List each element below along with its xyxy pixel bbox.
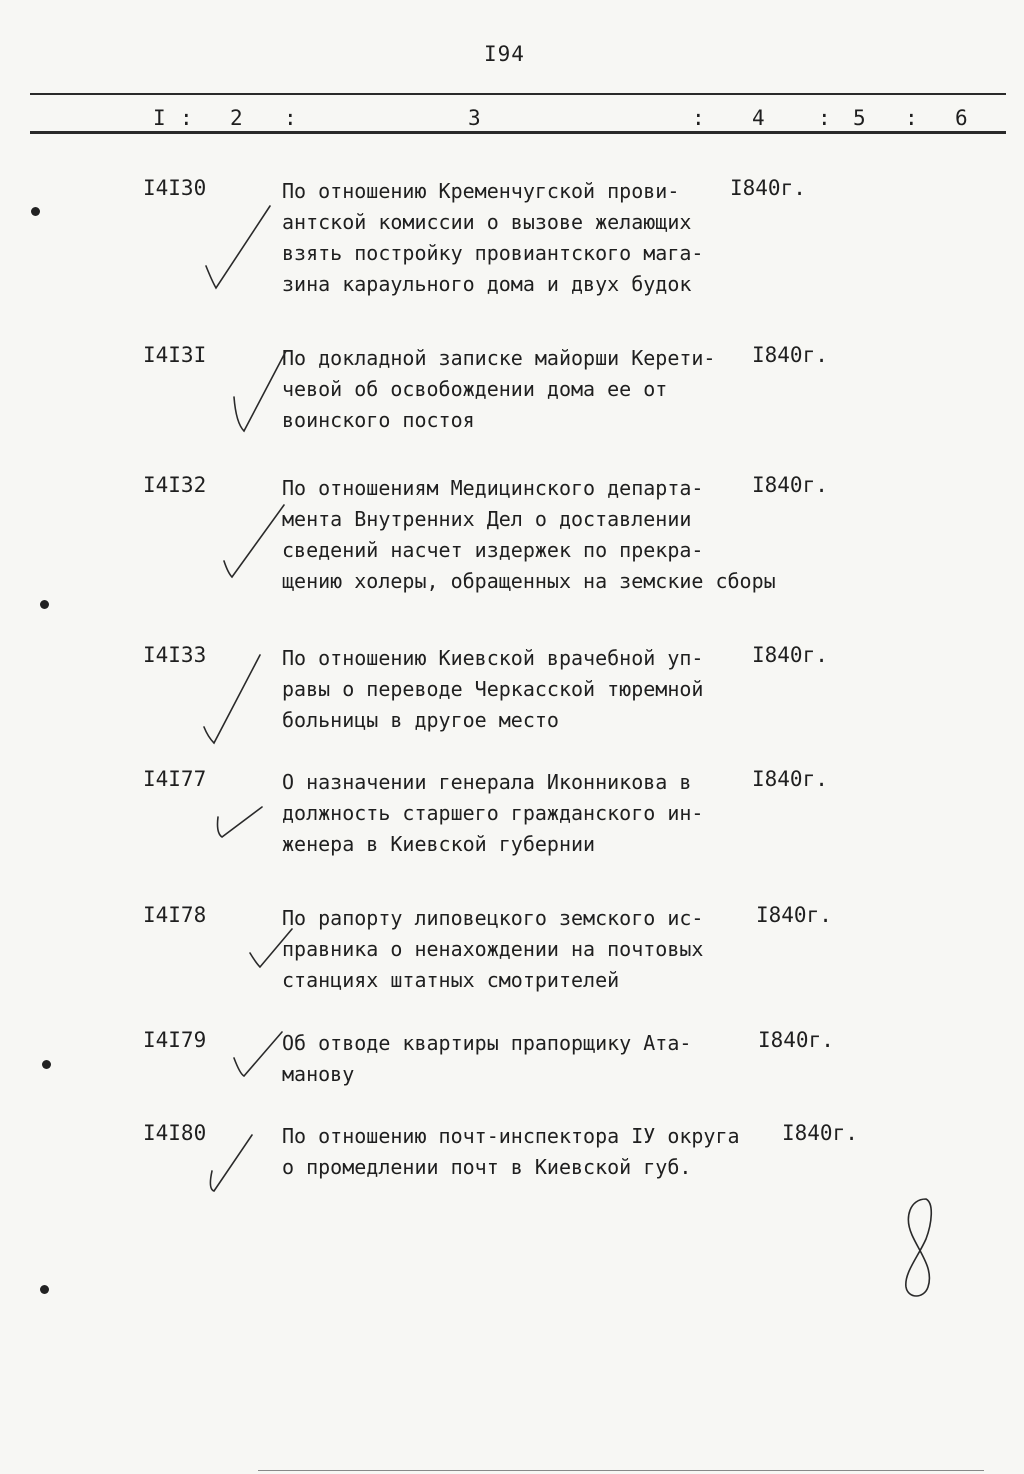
column-separator: : [905, 106, 918, 130]
description-line: больницы в другое место [282, 708, 559, 732]
description-line: По отношению Кременчугской прови- [282, 179, 680, 203]
description-line: правника о ненахождении на почтовых [282, 937, 704, 961]
punch-mark [40, 600, 49, 609]
margin-number-handwritten [890, 1195, 950, 1305]
header-rule-top [30, 93, 1006, 95]
description-line: По рапорту липовецкого земского ис- [282, 906, 704, 930]
record-year: I840г. [752, 643, 828, 667]
record-year: I840г. [752, 767, 828, 791]
record-year: I840г. [752, 473, 828, 497]
record-description [282, 903, 703, 996]
description-line: должность старшего гражданского ин- [282, 801, 704, 825]
checkmark-icon [218, 501, 298, 591]
record-number: I4I3I [143, 343, 207, 367]
record-number: I4I32 [143, 473, 207, 497]
column-header-6: 6 [955, 106, 968, 130]
record-year: I840г. [730, 176, 806, 200]
record-year: I840г. [782, 1121, 858, 1145]
record-description [282, 767, 703, 860]
checkmark-icon [204, 1131, 264, 1211]
description-line: взять постройку провиантского мага- [282, 241, 704, 265]
column-header-5: 5 [853, 106, 866, 130]
description-line: Об отводе квартиры прапорщику Ата- [282, 1031, 692, 1055]
record-number: I4I80 [143, 1121, 207, 1145]
checkmark-icon [246, 923, 306, 973]
description-line: о промедлении почт в Киевской губ. [282, 1155, 692, 1179]
description-line: щению холеры, обращенных на земские сборы [282, 569, 776, 593]
record-year: I840г. [756, 903, 832, 927]
record-description [282, 176, 703, 300]
checkmark-icon [200, 196, 280, 306]
margin-number-text: 8 [890, 1195, 891, 1196]
column-separator: : [692, 106, 705, 130]
checkmark-icon [210, 797, 270, 847]
record-description [282, 1028, 691, 1090]
record-year: I840г. [758, 1028, 834, 1052]
column-header-4: 4 [752, 106, 765, 130]
punch-mark [40, 1285, 49, 1294]
column-header-3: 3 [468, 106, 481, 130]
description-line: По отношениям Медицинского департа- [282, 476, 704, 500]
checkmark-icon [228, 1028, 288, 1084]
column-separator: : [818, 106, 831, 130]
record-number: I4I33 [143, 643, 207, 667]
description-line: мента Внутренних Дел о доставлении [282, 507, 692, 531]
description-line: зина караульного дома и двух будок [282, 272, 692, 296]
record-number: I4I78 [143, 903, 207, 927]
record-description [282, 643, 703, 736]
description-line: женера в Киевской губернии [282, 832, 596, 856]
header-rule-bottom [30, 131, 1006, 134]
punch-mark [42, 1060, 51, 1069]
column-header-2: 2 [230, 106, 243, 130]
description-line: манову [282, 1062, 355, 1086]
column-separator: : [180, 106, 193, 130]
column-separator: : [284, 106, 297, 130]
description-line: антской комиссии о вызове желающих [282, 210, 692, 234]
record-description [282, 1121, 740, 1183]
page-edge-line [258, 1470, 984, 1471]
description-line: сведений насчет издержек по прекра- [282, 538, 704, 562]
description-line: станциях штатных смотрителей [282, 968, 620, 992]
description-line: воинского постоя [282, 408, 475, 432]
checkmark-icon [198, 651, 278, 751]
record-number: I4I79 [143, 1028, 207, 1052]
description-line: По отношению почт-инспектора IУ округа [282, 1124, 740, 1148]
record-number: I4I77 [143, 767, 207, 791]
checkmark-icon [226, 347, 296, 447]
punch-mark [31, 207, 40, 216]
description-line: О назначении генерала Иконникова в [282, 770, 692, 794]
record-description [282, 473, 776, 597]
description-line: По отношению Киевской врачебной уп- [282, 646, 704, 670]
description-line: чевой об освобождении дома ее от [282, 377, 668, 401]
description-line: равы о переводе Черкасской тюремной [282, 677, 704, 701]
record-year: I840г. [752, 343, 828, 367]
page-number: I94 [484, 42, 525, 66]
column-header-1: I [153, 106, 166, 130]
description-line: По докладной записке майорши Керети- [282, 346, 716, 370]
record-number: I4I30 [143, 176, 207, 200]
record-description [282, 343, 715, 436]
